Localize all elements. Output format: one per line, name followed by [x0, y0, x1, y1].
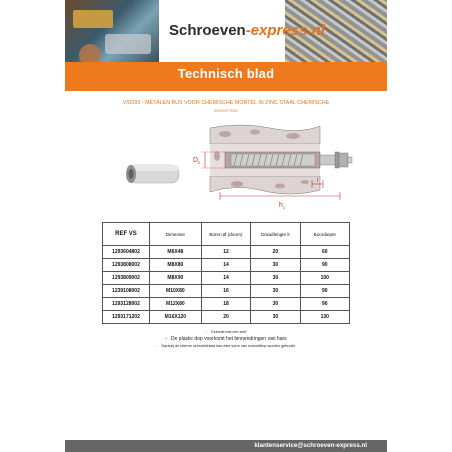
- cell-thread-length: 30: [251, 298, 300, 311]
- product-subtitle: VSI293 - METALEN BUS VOOR CHEMISCHE MORTEL IN ZINC STAAL CHEMISCHE: [122, 100, 330, 106]
- col-header-drill-depth: Boordiepte: [300, 223, 349, 246]
- page-title: Technisch blad: [177, 66, 275, 81]
- cell-ref: 1293171202: [103, 311, 150, 324]
- cell-dimension: M6X48: [149, 246, 201, 259]
- cell-thread-length: 30: [251, 259, 300, 272]
- cell-drill-depth: 100: [300, 272, 349, 285]
- col-header-thread-length: Draadlengte lt: [251, 223, 300, 246]
- note-item: - Dankzij de interne schroefdraad kan elke vorm van schroefkop worden gebruikt.: [156, 344, 296, 348]
- cell-thread-length: 30: [251, 285, 300, 298]
- note-text: De plastic dop voorkomt het binnendringen van hars: [171, 336, 287, 342]
- cell-dimension: M12X80: [149, 298, 201, 311]
- cell-drill-depth: 90: [300, 285, 349, 298]
- label-h1: h: [279, 202, 283, 209]
- label-h1-sub: 1: [283, 205, 286, 210]
- cell-drill: 14: [201, 272, 250, 285]
- note-text: Gebruikt met een zeef: [210, 330, 247, 334]
- cell-drill: 14: [201, 259, 250, 272]
- cell-dimension: M16X120: [149, 311, 201, 324]
- table-row: [103, 272, 350, 285]
- col-header-drill: Boren Ø (doorn): [201, 223, 250, 246]
- table-header-row: [103, 223, 350, 246]
- col-header-dimension: Dimensie: [149, 223, 201, 246]
- cell-drill: 12: [201, 246, 250, 259]
- logo-main: Schroeven: [169, 22, 246, 39]
- note-item: - Gebruikt met een zeef: [205, 330, 247, 334]
- notes-list: [65, 329, 387, 350]
- cell-drill-depth: 60: [300, 246, 349, 259]
- cross-section: [210, 125, 352, 194]
- label-d0-sub: 0: [198, 160, 201, 165]
- datasheet-page: [65, 0, 387, 452]
- label-d0: D: [193, 157, 199, 164]
- footer-bar: [65, 440, 387, 452]
- cell-ref: 1293809002: [103, 272, 150, 285]
- cell-drill-depth: 90: [300, 259, 349, 272]
- note-item: - De plastic dop voorkomt het binnendringen van hars: [165, 336, 287, 342]
- product-subtitle-2: AFCHOYTING: [214, 109, 238, 113]
- table-row: [103, 246, 350, 259]
- table-row: [103, 259, 350, 272]
- label-l: l: [317, 178, 319, 184]
- col-header-ref: REF VS: [103, 223, 150, 246]
- brand-logo: [169, 22, 325, 39]
- spec-table: [102, 222, 350, 324]
- cell-thread-length: 30: [251, 311, 300, 324]
- note-text: Dankzij de interne schroefdraad kan elke vorm van schroefkop worden gebruikt.: [161, 344, 296, 348]
- cell-dimension: M10X80: [149, 285, 201, 298]
- cell-dimension: M8X90: [149, 272, 201, 285]
- cell-thread-length: 20: [251, 246, 300, 259]
- cell-ref: 1239108002: [103, 285, 150, 298]
- cell-ref: 1293128002: [103, 298, 150, 311]
- table-row: [103, 285, 350, 298]
- logo-accent: -express.nl: [245, 22, 325, 39]
- sleeve-illustration: [126, 165, 179, 183]
- cell-drill: 18: [201, 298, 250, 311]
- table-row: [103, 298, 350, 311]
- footer-email[interactable]: klantenservice@schroeven-express.nl: [254, 442, 367, 449]
- cell-ref: 1293604802: [103, 246, 150, 259]
- cell-dimension: M8X80: [149, 259, 201, 272]
- cell-drill: 16: [201, 285, 250, 298]
- table-row: [103, 311, 350, 324]
- cell-ref: 1293808002: [103, 259, 150, 272]
- cell-thread-length: 30: [251, 272, 300, 285]
- cell-drill-depth: 90: [300, 298, 349, 311]
- technical-drawing: [65, 118, 387, 213]
- cell-drill: 20: [201, 311, 250, 324]
- cell-drill-depth: 130: [300, 311, 349, 324]
